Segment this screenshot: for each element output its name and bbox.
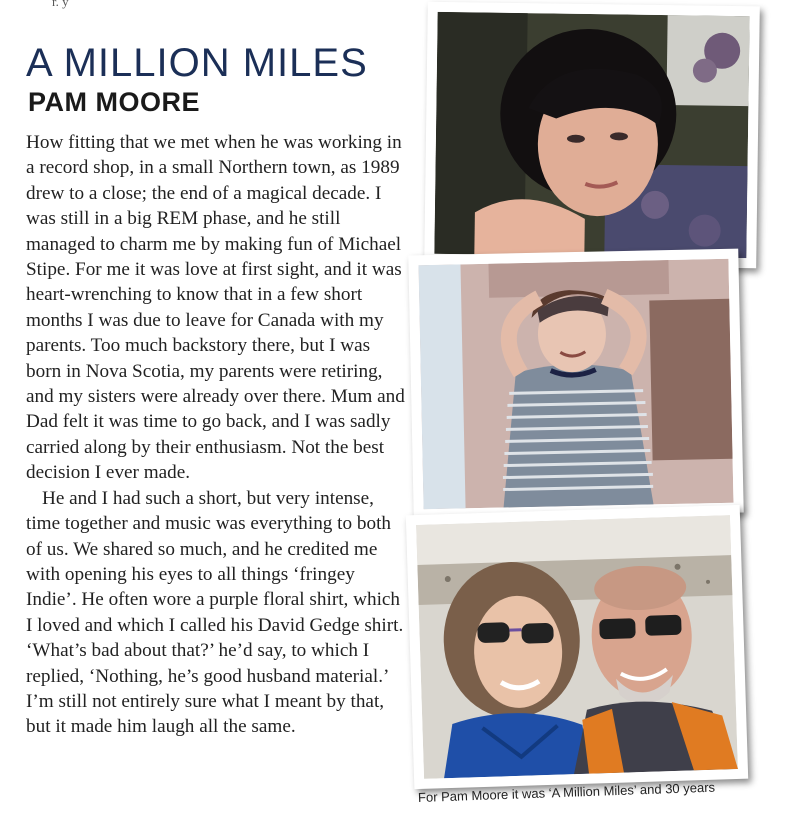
- body-paragraph-2: He and I had such a short, but very intense, time together and music was everything to both of us. We shared so much, and he credited me with opening his eyes to all things ‘fringey Indie’. He often wore a purple floral shirt, which I loved and which I called his David Gedge shirt. ‘What’s bad about that?’ he’d say, to which I replied, ‘Nothing, he’s good husband material.’ I’m still not entirely sure what I meant by that, but it made him laugh all the same.: [26, 487, 404, 738]
- article-body: [26, 130, 408, 740]
- photo-couple-beach: [406, 505, 748, 789]
- body-paragraph-1: How fitting that we met when he was working in a record shop, in a small Northern town, as 1989 drew to a close; the end of a magical decade. I was still in a big REM phase, and he still managed to charm me by making fun of Michael Stipe. For me it was love at first sight, and it was heart-wrenching to know that in a few short months I was due to leave for Canada with my parents. Too much backstory there, but I was born in Nova Scotia, my parents were retiring, and my sisters were already over there. Mum and Dad felt it was time to go back, and I was sadly carried along by their enthusiasm. Not the best decision I ever made.: [26, 132, 405, 484]
- young-woman-portrait-image: [418, 259, 733, 509]
- couple-selfie-image: [416, 515, 738, 779]
- photo-caption: For Pam Moore it was ‘A Million Miles’ and 30 years: [417, 779, 716, 805]
- article-author: PAM MOORE: [28, 87, 200, 117]
- previous-page-fragment: r. y: [52, 0, 69, 9]
- article-title: A MILLION MILES: [26, 41, 368, 85]
- young-man-portrait-image: [434, 12, 749, 258]
- photo-young-man: [424, 2, 760, 269]
- photo-young-woman: [408, 249, 743, 520]
